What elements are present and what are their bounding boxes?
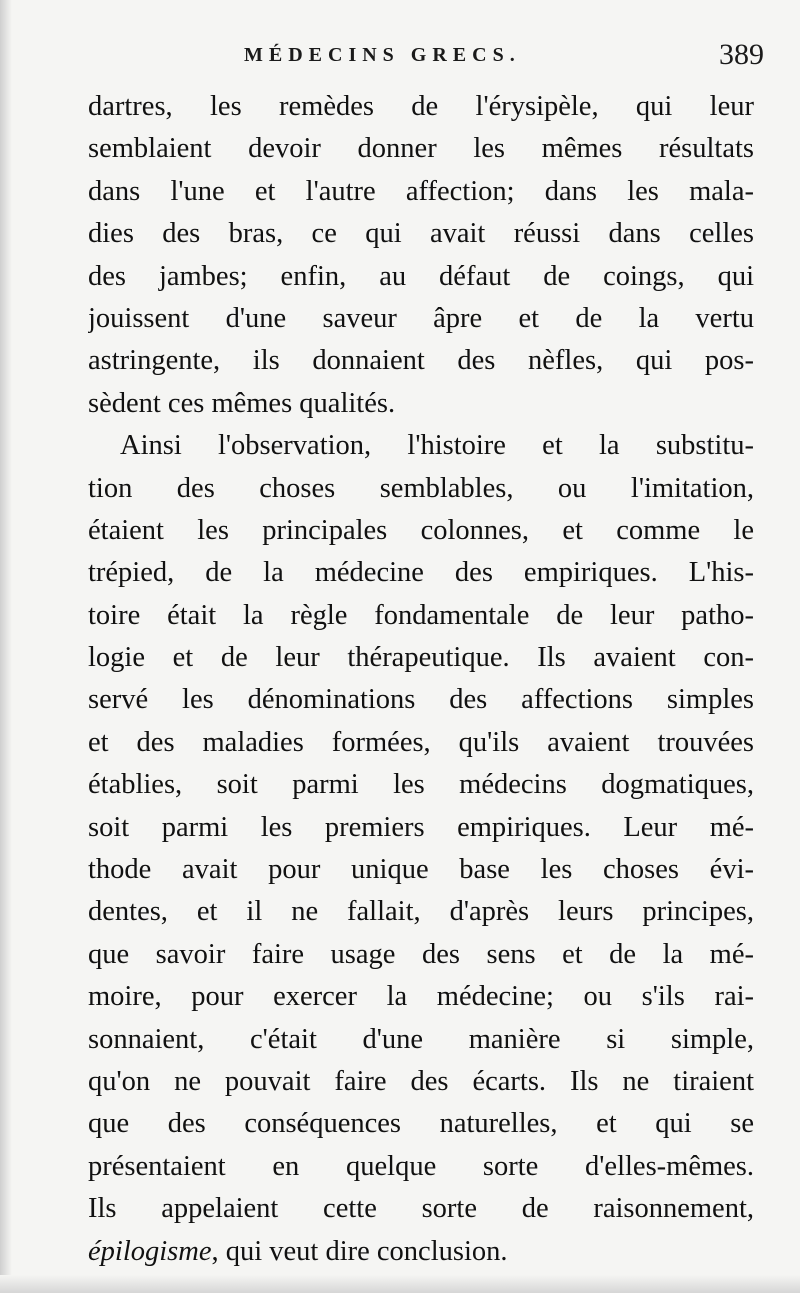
text-line: sèdent ces mêmes qualités. — [88, 387, 396, 419]
text-line: présentaient en quelque sorte d'elles-mêmes. — [88, 1150, 754, 1182]
text-line: étaient les principales colonnes, et comme le — [88, 514, 754, 546]
text-line: dies des bras, ce qui avait réussi dans celles — [88, 218, 754, 250]
text-line: trépied, de la médecine des empiriques. L'his- — [88, 557, 754, 589]
text-line: et des maladies formées, qu'ils avaient trouvées — [88, 726, 754, 758]
text-line: semblaient devoir donner les mêmes résultats — [88, 133, 754, 165]
paragraph-1 — [88, 86, 754, 425]
text-line: sonnaient, c'était d'une manière si simple, — [88, 1023, 754, 1055]
italic-term: épilogisme — [88, 1235, 212, 1267]
text-line-final — [88, 1231, 754, 1273]
body-text — [88, 86, 754, 1273]
text-line: établies, soit parmi les médecins dogmatiques, — [88, 769, 754, 801]
page-header — [0, 38, 800, 80]
page-number: 389 — [719, 38, 764, 71]
text-line: dentes, et il ne fallait, d'après leurs principes, — [88, 896, 754, 928]
text-line: qu'on ne pouvait faire des écarts. Ils ne tiraient — [88, 1065, 754, 1097]
text-line: logie et de leur thérapeutique. Ils avaient con- — [88, 642, 754, 674]
text-line: que des conséquences naturelles, et qui se — [88, 1108, 754, 1140]
page-bottom-edge-shadow — [0, 1275, 800, 1293]
text-line: dans l'une et l'autre affection; dans les mala- — [88, 175, 754, 207]
text-line: dartres, les remèdes de l'érysipèle, qui leur — [88, 91, 754, 122]
text-line: jouissent d'une saveur âpre et de la vertu — [88, 302, 754, 334]
page-left-edge-shadow — [0, 0, 12, 1293]
paragraph-2 — [88, 425, 754, 1273]
text-line: servé les dénominations des affections simples — [88, 684, 754, 716]
text-line: des jambes; enfin, au défaut de coings, qui — [88, 260, 754, 292]
text-line: toire était la règle fondamentale de leur patho- — [88, 599, 754, 631]
final-line-rest: , qui veut dire conclusion. — [211, 1235, 508, 1267]
text-line: thode avait pour unique base les choses évi- — [88, 854, 754, 886]
text-line: que savoir faire usage des sens et de la mé- — [88, 938, 754, 970]
text-line: astringente, ils donnaient des nèfles, qui pos- — [88, 345, 754, 377]
text-line: soit parmi les premiers empiriques. Leur mé- — [88, 811, 754, 843]
text-line: tion des choses semblables, ou l'imitation, — [88, 472, 754, 504]
text-line: Ainsi l'observation, l'histoire et la substitu- — [120, 430, 754, 462]
running-head: MÉDECINS GRECS. — [244, 44, 521, 66]
text-line: Ils appelaient cette sorte de raisonnement, — [88, 1193, 754, 1225]
text-line: moire, pour exercer la médecine; ou s'ils rai- — [88, 981, 754, 1013]
